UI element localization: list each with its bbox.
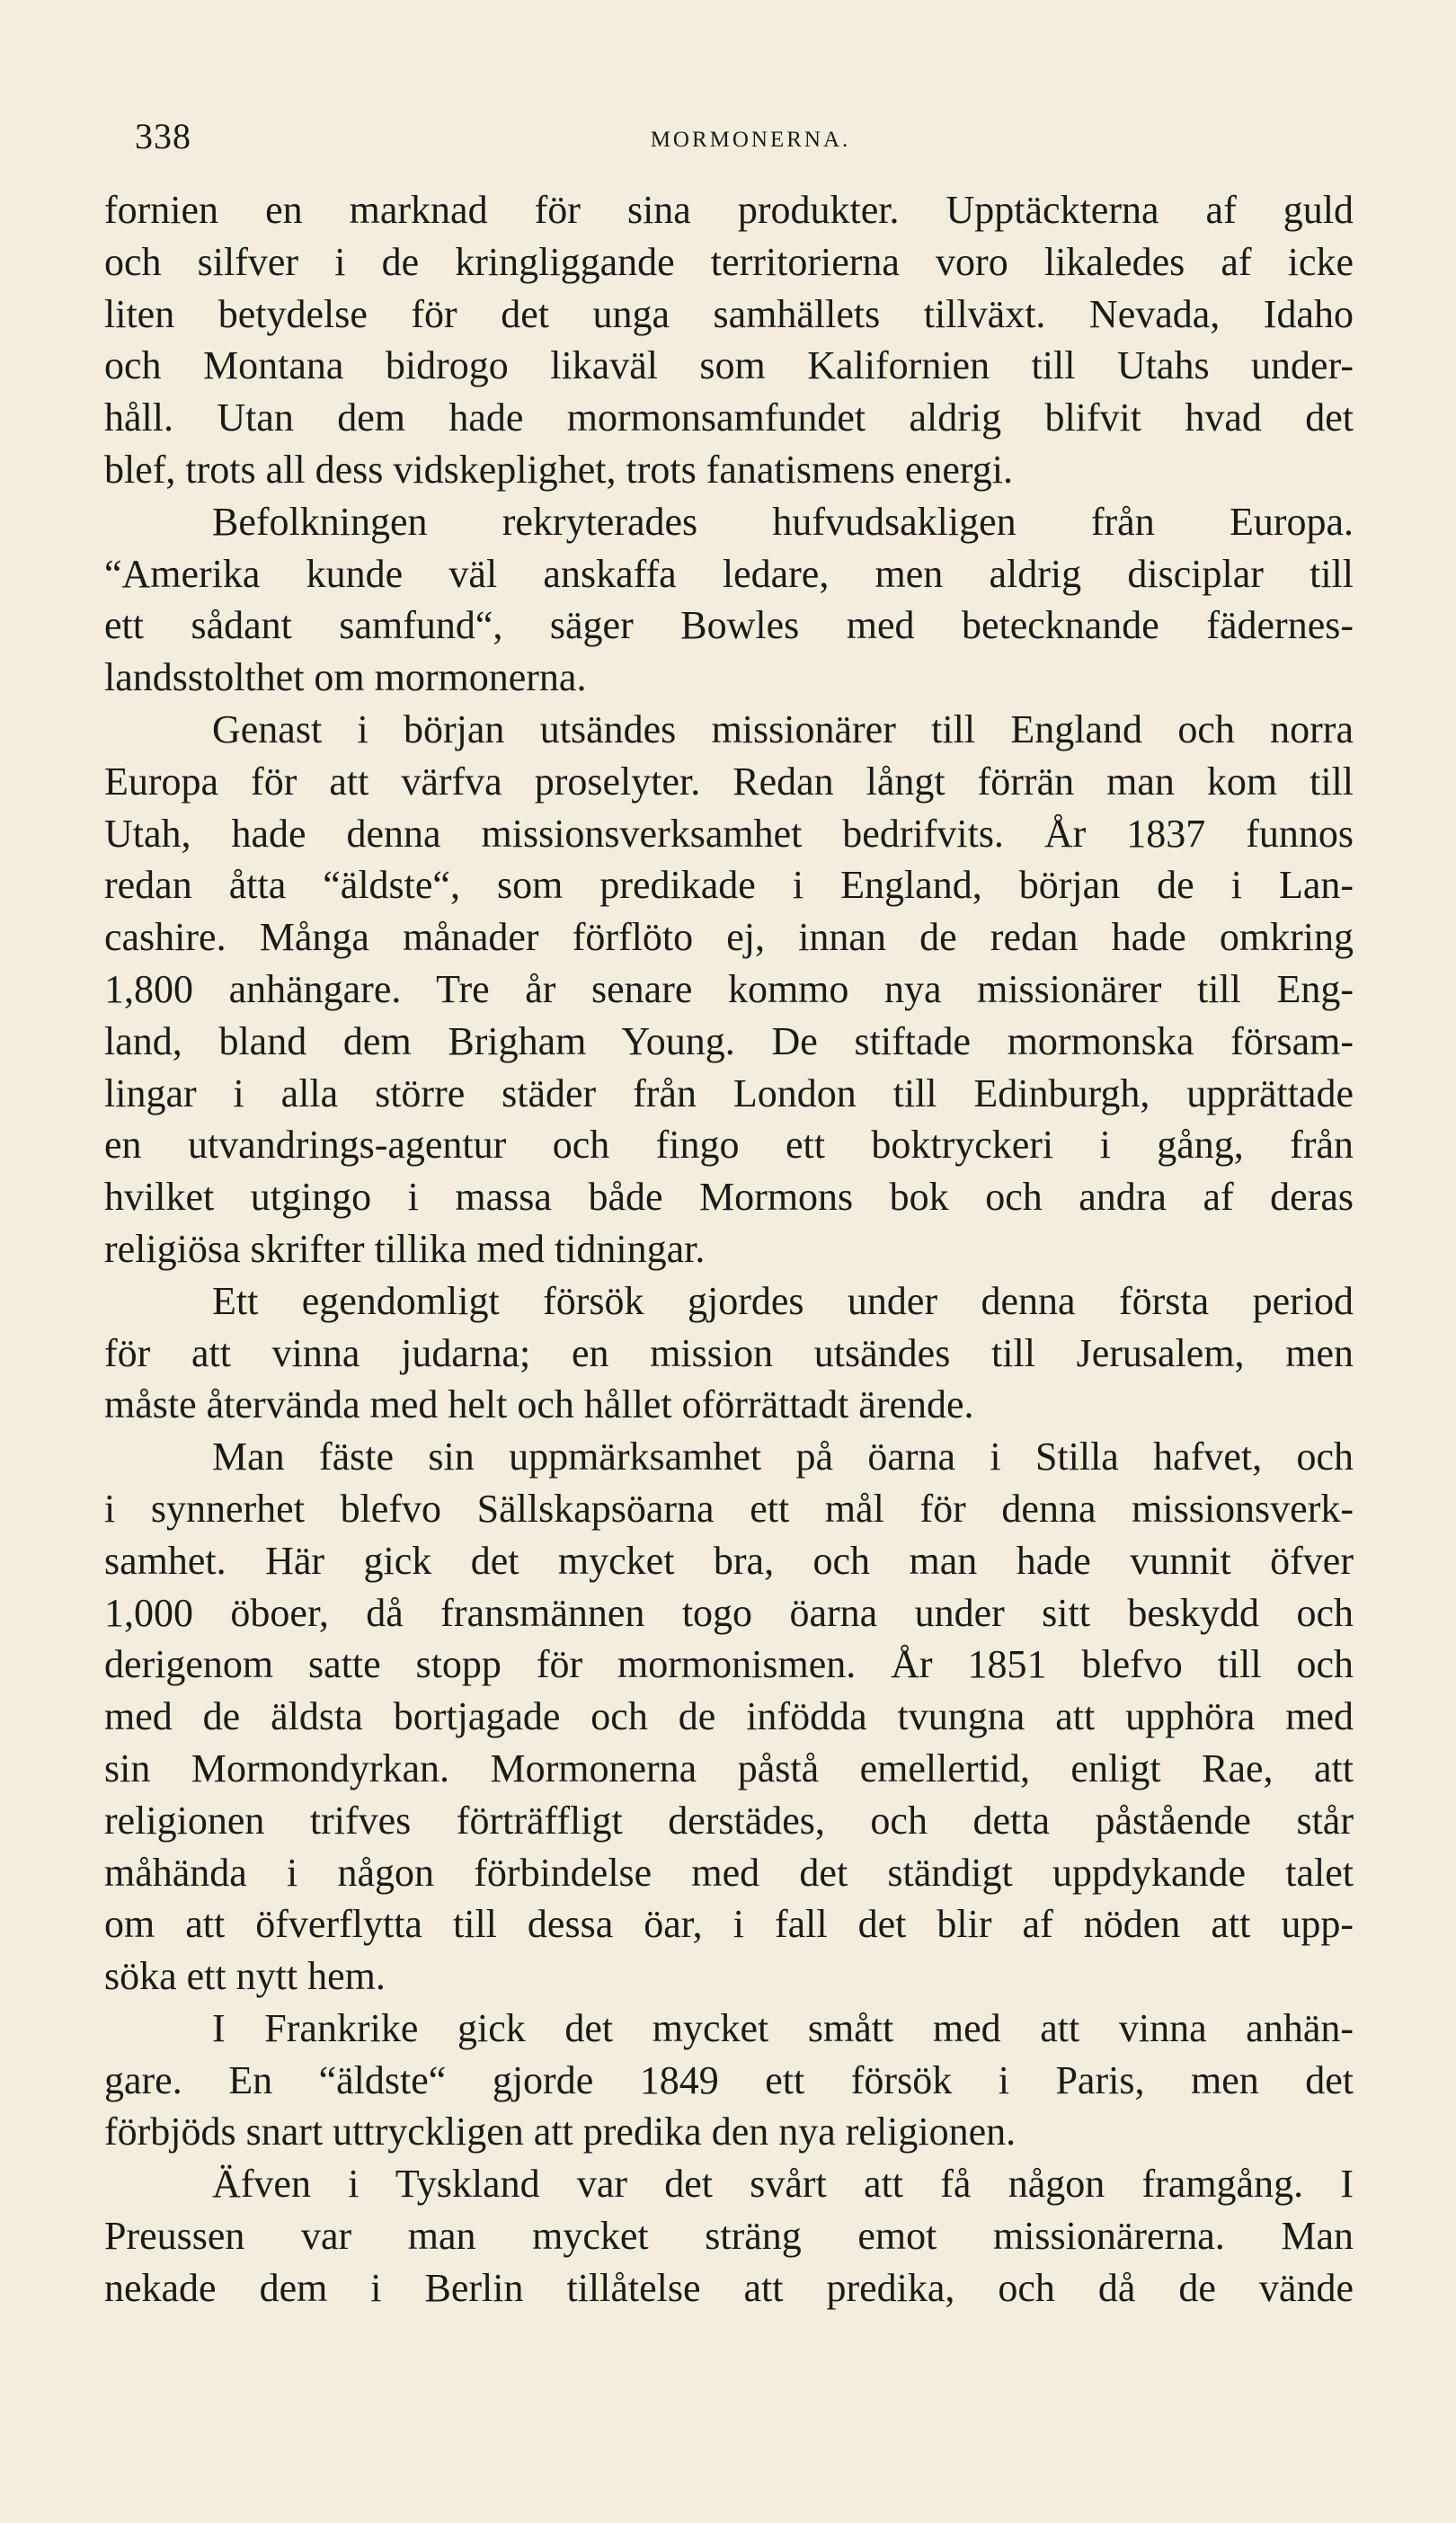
- text-line: Befolkningen rekryterades hufvudsakligen från Europa.: [212, 499, 1354, 544]
- text-line: måste återvända med helt och hållet oförrättadt ärende.: [104, 1382, 974, 1427]
- text-line: “Amerika kunde väl anskaffa ledare, men aldrig disciplar till: [104, 551, 1354, 596]
- text-line: lingar i alla större städer från London till Edinburgh, upprättade: [104, 1070, 1354, 1115]
- text-line: blef, trots all dess vidskeplighet, trots fanatismens energi.: [104, 447, 1013, 492]
- text-line: gare. En “äldste“ gjorde 1849 ett försök i Paris, men det: [104, 2057, 1354, 2102]
- text-line: förbjöds snart uttryckligen att predika den nya religionen.: [104, 2110, 1017, 2154]
- text-line: med de äldsta bortjagade och de infödda tvungna att upphöra med: [104, 1694, 1354, 1739]
- text-line: sin Mormondyrkan. Mormonerna påstå emellertid, enligt Rae, att: [104, 1746, 1354, 1790]
- text-line: landsstolthet om mormonerna.: [104, 655, 587, 700]
- text-line: cashire. Många månader förflöto ej, innan de redan hade omkring: [104, 915, 1354, 960]
- page-number: 338: [135, 116, 191, 156]
- text-line: i synnerhet blefvo Sällskapsöarna ett mål för denna missionsverk-: [104, 1486, 1354, 1531]
- text-line: för att vinna judarna; en mission utsändes till Jerusalem, men: [104, 1330, 1354, 1375]
- text-line: hvilket utgingo i massa både Mormons bok och andra af deras: [104, 1175, 1354, 1220]
- text-line: 1,000 öboer, då fransmännen togo öarna under sitt beskydd och: [104, 1590, 1354, 1635]
- text-line: religiösa skrifter tillika med tidningar.: [104, 1226, 706, 1271]
- text-line: fornien en marknad för sina produkter. Upptäckterna af guld: [104, 188, 1354, 232]
- text-line: ett sådant samfund“, säger Bowles med betecknande fädernes-: [104, 603, 1354, 648]
- text-line: nekade dem i Berlin tillåtelse att predika, och då de vände: [104, 2265, 1354, 2310]
- text-line: liten betydelse för det unga samhällets tillväxt. Nevada, Idaho: [104, 291, 1354, 336]
- text-line: Europa för att värfva proselyter. Redan långt förrän man kom till: [104, 759, 1354, 804]
- text-line: måhända i någon förbindelse med det ständigt uppdykande talet: [104, 1850, 1354, 1895]
- text-line: håll. Utan dem hade mormonsamfundet aldrig blifvit hvad det: [104, 395, 1354, 440]
- running-head: [135, 115, 1366, 169]
- text-line: religionen trifves förträffligt derstädes, och detta påstående står: [104, 1798, 1354, 1843]
- text-line: Genast i början utsändes missionärer till England och norra: [212, 706, 1354, 751]
- text-line: söka ett nytt hem.: [104, 1954, 386, 1999]
- text-line: Äfven i Tyskland var det svårt att få någon framgång. I: [212, 2162, 1354, 2207]
- text-line: samhet. Här gick det mycket bra, och man hade vunnit öfver: [104, 1538, 1354, 1583]
- text-line: Ett egendomligt försök gjordes under denna första period: [212, 1278, 1354, 1323]
- text-line: derigenom satte stopp för mormonismen. År 1851 blefvo till och: [104, 1642, 1354, 1687]
- text-line: redan åtta “äldste“, som predikade i England, början de i Lan-: [104, 863, 1354, 908]
- text-line: en utvandrings-agentur och fingo ett boktryckeri i gång, från: [104, 1123, 1354, 1168]
- text-line: I Frankrike gick det mycket smått med att vinna anhän-: [212, 2005, 1354, 2050]
- text-line: och silfver i de kringliggande territorierna voro likaledes af icke: [104, 239, 1354, 284]
- text-line: och Montana bidrogo likaväl som Kalifornien till Utahs under-: [104, 343, 1354, 388]
- text-line: Man fäste sin uppmärksamhet på öarna i Stilla hafvet, och: [212, 1435, 1354, 1479]
- text-line: Preussen var man mycket sträng emot missionärerna. Man: [104, 2214, 1354, 2259]
- text-line: land, bland dem Brigham Young. De stiftade mormonska försam-: [104, 1018, 1354, 1063]
- text-line: om att öfverflytta till dessa öar, i fall det blir af nöden att upp-: [104, 1902, 1354, 1947]
- text-line: Utah, hade denna missionsverksamhet bedrifvits. År 1837 funnos: [104, 811, 1354, 856]
- body-text: [104, 184, 1354, 2314]
- text-line: 1,800 anhängare. Tre år senare kommo nya missionärer till Eng-: [104, 966, 1354, 1011]
- running-title: MORMONERNA.: [650, 128, 851, 152]
